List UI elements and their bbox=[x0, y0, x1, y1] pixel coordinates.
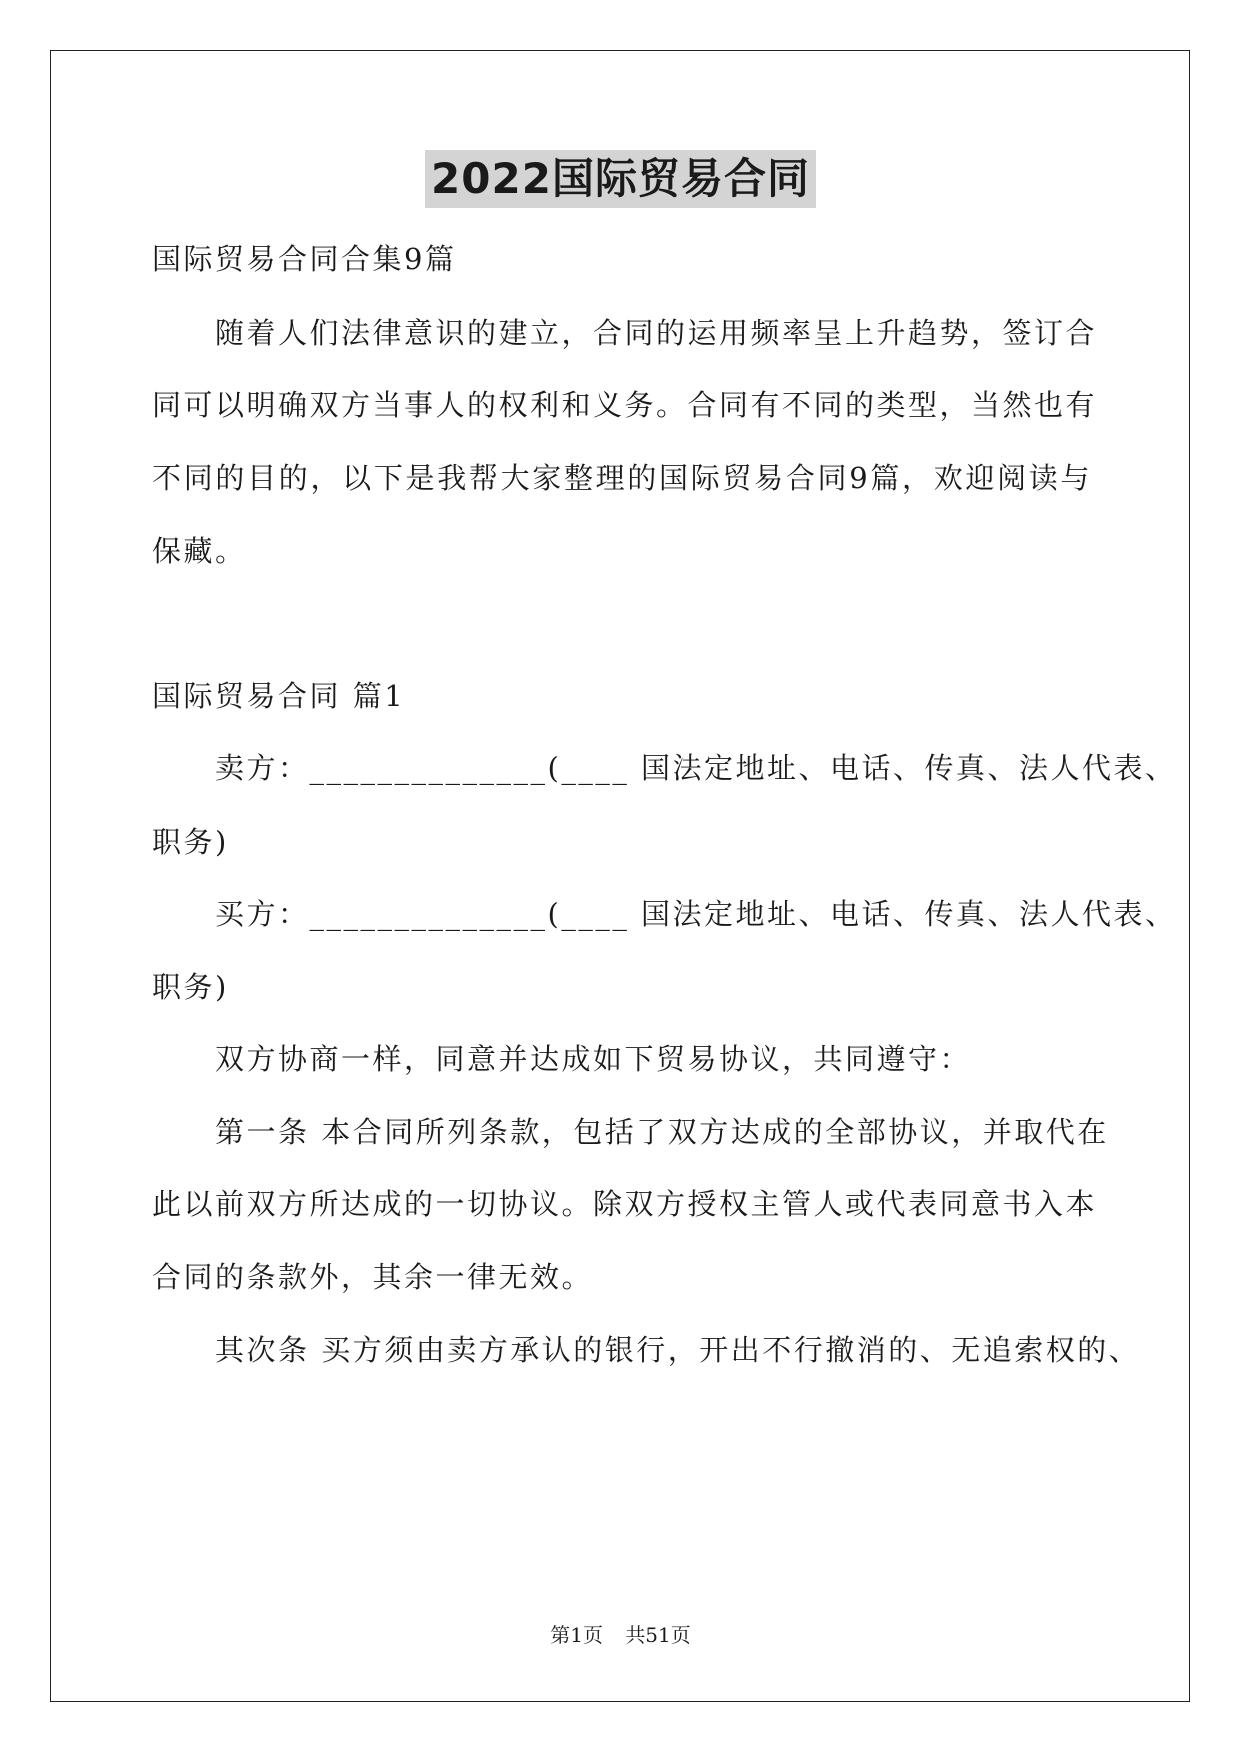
intro-line-1: 随着人们法律意识的建立，合同的运用频率呈上升趋势，签订合 bbox=[215, 316, 1098, 350]
page-footer bbox=[0, 1622, 1241, 1648]
subtitle: 国际贸易合同合集9篇 bbox=[152, 242, 457, 276]
buyer-line-2: 职务) bbox=[152, 970, 229, 1004]
page-border bbox=[50, 50, 1190, 1702]
article2-line-1: 其次条 买方须由卖方承认的银行，开出不行撤消的、无追索权的、 bbox=[215, 1333, 1141, 1367]
article1-line-2: 此以前双方所达成的一切协议。除双方授权主管人或代表同意书入本 bbox=[152, 1187, 1098, 1221]
seller-line-1: 卖方：______________(____ 国法定地址、电话、传真、法人代表、 bbox=[215, 751, 1177, 785]
seller-line-2: 职务) bbox=[152, 825, 229, 859]
intro-line-3: 不同的目的，以下是我帮大家整理的国际贸易合同9篇，欢迎阅读与 bbox=[152, 461, 1092, 495]
article1-line-3: 合同的条款外，其余一律无效。 bbox=[152, 1260, 594, 1294]
article1-line-1: 第一条 本合同所列条款，包括了双方达成的全部协议，并取代在 bbox=[215, 1115, 1109, 1149]
section-heading: 国际贸易合同 篇1 bbox=[152, 679, 406, 713]
page-total: 共51页 bbox=[625, 1623, 691, 1647]
buyer-line-1: 买方：______________(____ 国法定地址、电话、传真、法人代表、 bbox=[215, 897, 1177, 931]
title-container bbox=[0, 150, 1241, 208]
page-number: 第1页 bbox=[550, 1623, 603, 1647]
intro-line-2: 同可以明确双方当事人的权利和义务。合同有不同的类型，当然也有 bbox=[152, 388, 1098, 422]
intro-line-4: 保藏。 bbox=[152, 534, 247, 568]
document-title: 2022国际贸易合同 bbox=[425, 150, 816, 208]
agreement-line: 双方协商一样，同意并达成如下贸易协议，共同遵守： bbox=[215, 1042, 972, 1076]
